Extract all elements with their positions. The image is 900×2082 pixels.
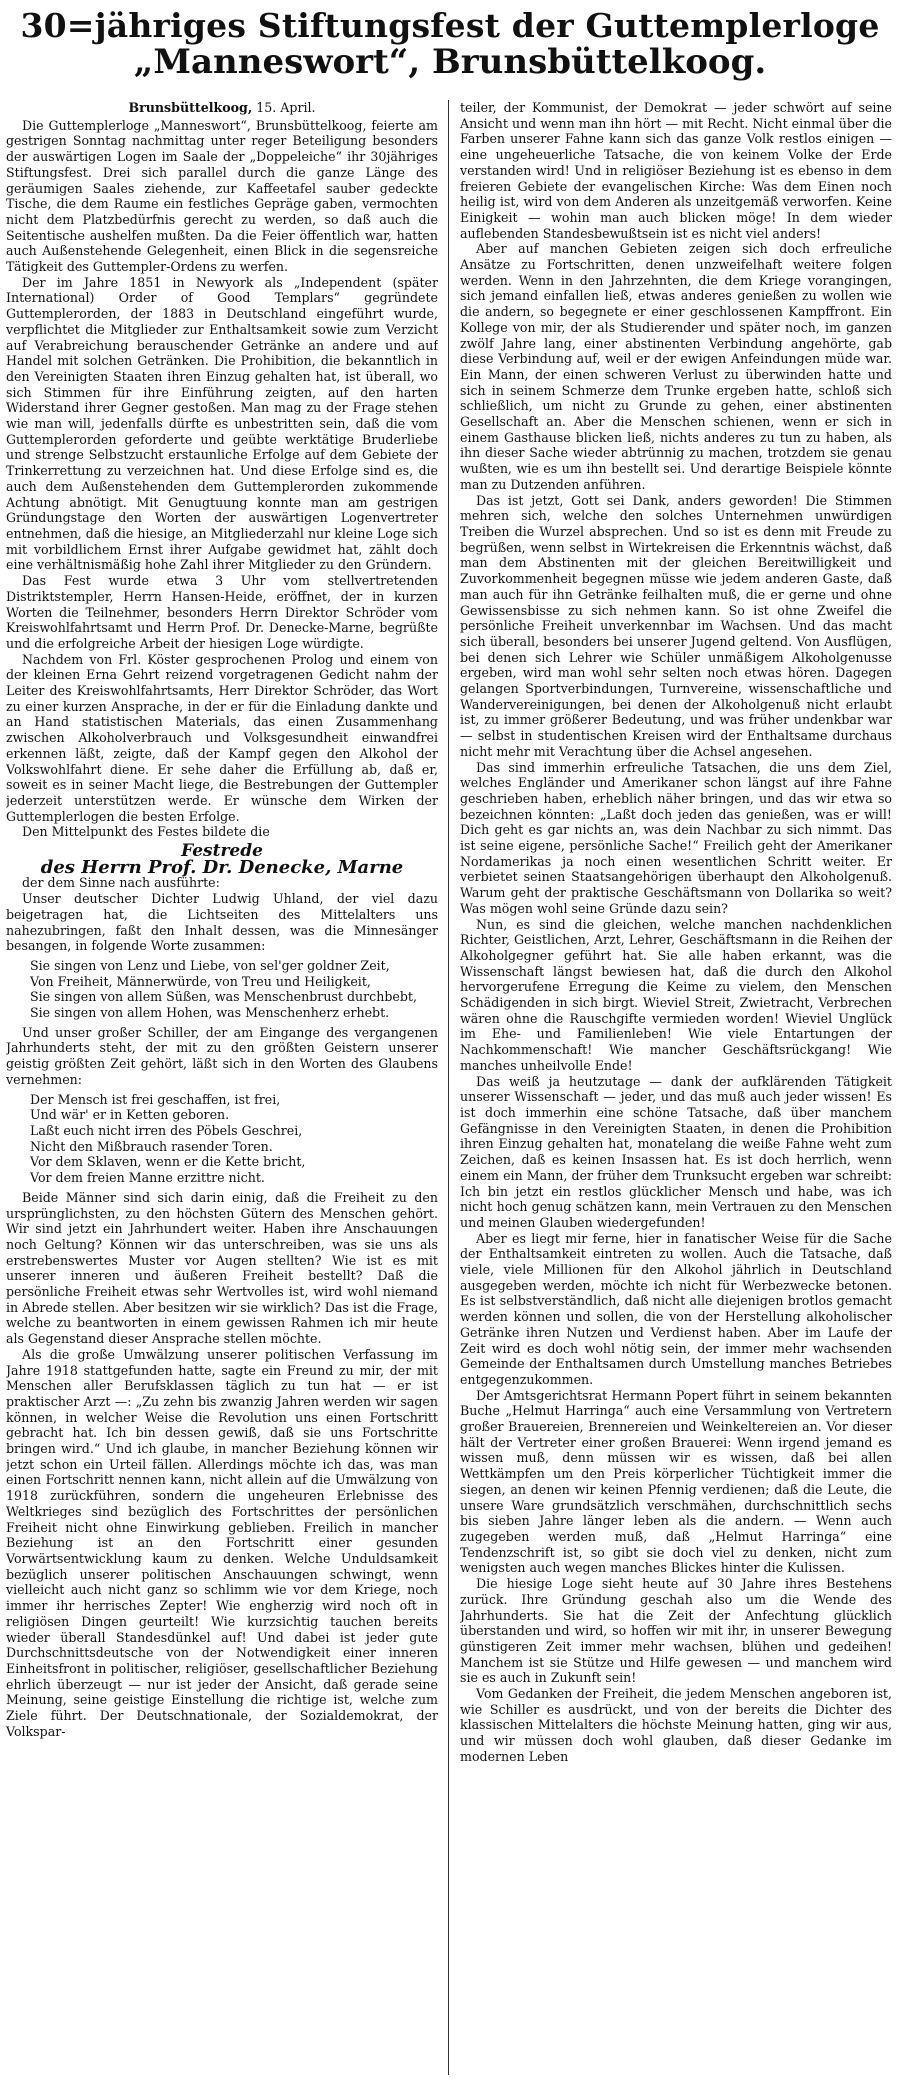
dateline-date: 15. April.: [256, 100, 316, 115]
festrede-title: Festrede: [181, 841, 263, 862]
paragraph: der dem Sinne nach ausführte:: [22, 875, 220, 891]
verse-line: Vor dem Sklaven, wenn er die Kette bricht,: [30, 1154, 306, 1170]
verse-line: Nicht den Mißbrauch rasender Toren.: [30, 1138, 273, 1154]
headline-line-1: 30=jähriges Stiftungsfest der Guttemplerloge: [20, 6, 880, 45]
paragraph: Beide Männer sind sich darin einig, daß die Freiheit zu den ursprünglichsten, zu den höchsten Gütern des Menschen gehört. Wir sind jetzt ein Jahrhundert weiter. Haben ihre Anschauungen noch Geltung? Können wir das unterschreiben, was sie uns als erstrebenswertes Muster vor Augen stellten? Wie ist es mit unserer inneren und äußeren Freiheit bestellt? Daß die persönliche Freiheit etwas sehr Wertvolles ist, wird wohl niemand in Abrede stellen. Aber besitzen wir sie wirklich? Das ist die Frage, welche zu beantworten in einem gewissen Rahmen ich mir heute als Gegenstand dieser Ansprache stellen möchte.: [6, 1189, 438, 1347]
verse-line: Sie singen von allem Süßen, was Menschenbrust durchbebt,: [30, 989, 417, 1005]
uhland-verse: [30, 958, 438, 1021]
verse-line: Sie singen von allem Hohen, was Menschenherz erhebt.: [30, 1005, 390, 1021]
headline: [0, 8, 900, 80]
paragraph: Und unser großer Schiller, der am Eingange des vergangenen Jahrhunderts steht, der mit zu den größten Geistern unserer geistig größten Zeit gehört, läßt sich in den Worten des Glaubens vernehmen:: [6, 1024, 438, 1087]
verse-line: Vor dem freien Manne erzittre nicht.: [30, 1170, 265, 1186]
verse-line: Und wär' er in Ketten geboren.: [30, 1107, 230, 1123]
paragraph: Die hiesige Loge sieht heute auf 30 Jahre ihres Bestehens zurück. Ihre Gründung geschah also um die Wende des Jahrhunderts. Sie hat die Zeit der Anfechtung glücklich überstanden und wird, so hoffen wir mit ihr, in unserer Bewegung günstigeren Zeit immer mehr wachsen, blühen und gedeihen! Manchem ist sie Stütze und Hilfe gewesen — und manchem wird sie es auch in Zukunft sein!: [460, 1576, 892, 1686]
paragraph: Das ist jetzt, Gott sei Dank, anders geworden! Die Stimmen mehren sich, welche den solches Unternehmen unwürdigen Treiben die Wurzel absprechen. Und so ist es denn mit Freude zu begrüßen, wenn selbst in Wirtekreisen die Erkenntnis wächst, daß man dem Abstinenten mit der gleichen Bereitwilligkeit und Zuvorkommenheit begegnen müsse wie jedem anderen Gaste, daß man auch für ihn Getränke feilhalten muß, die er gerne und ohne Gewissensbisse zu sich nehmen kann. So ist ohne Zweifel die persönliche Freiheit unverkennbar im Wachsen. Und das macht sich überall, besonders bei unserer Jugend geltend. Von Ausflügen, bei denen sich Lehrer wie Schüler unmäßigem Alkoholgenusse ergeben, wird man wohl sehr selten noch etwas hören. Dagegen gelangen Sportverbindungen, Turnvereine, wissenschaftliche und Wandervereinigungen, bei denen der Alkoholgenuß nicht erlaubt ist, zu immer größerer Bedeutung, und was früher undenkbar war — selbst in studentischen Kreisen wird der Enthaltsame durchaus nicht mehr mit Verachtung über die Achsel angesehen.: [460, 492, 892, 759]
paragraph: Der im Jahre 1851 in Newyork als „Independent (später International) Order of Good Templars“ gegründete Guttemplerorden, der 1883 in Deutschland eingeführt wurde, verpflichtet die Mitglieder zur Enthaltsamkeit sowie zum Verzicht auf Verabreichung berauschender Getränke an andere und auf Handel mit solchen Getränken. Die Prohibition, die bekanntlich in den Vereinigten Staaten ihren Einzug gehalten hat, ist überall, wo sich Stimmen für ihre Einführung zeigten, auf den harten Widerstand ihrer Gegner gestoßen. Man mag zu der Frage stehen wie man will, jedenfalls dürfte es unbestritten sein, daß die vom Guttemplerorden geforderte und geübte werktätige Bruderliebe und strenge Selbstzucht erstaunliche Erfolge auf dem Gebiete der Trinkerrettung zu verzeichnen hat. Und diese Erfolge sind es, die auch dem Außenstehenden dem Guttemplerorden zukommende Achtung abnötigt. Mit Genugtuung konnte man am gestrigen Gründungstage den Worten der auswärtigen Logenvertreter entnehmen, daß die hiesige, an Mitgliederzahl nur kleine Loge sich mit vorbildlichem Ernst ihrer Aufgabe gewidmet hat, zählt doch eine verhältnismäßig hohe Zahl ihrer Mitglieder zu den Gründern.: [6, 274, 438, 573]
dateline-place: Brunsbüttelkoog,: [128, 100, 253, 115]
verse-line: Der Mensch ist frei geschaffen, ist frei,: [30, 1091, 281, 1107]
left-column: [6, 100, 438, 2082]
verse-line: Sie singen von Lenz und Liebe, von sel'ger goldner Zeit,: [30, 957, 390, 973]
paragraph: Die Guttemplerloge „Manneswort“, Brunsbüttelkoog, feierte am gestrigen Sonntag nachmittag unter reger Beteiligung besonders der auswärtigen Logen im Saale der „Doppeleiche“ ihr 30jähriges Stiftungsfest. Drei sich parallel durch die ganze Länge des geräumigen Saales ziehende, zur Kaffeetafel sauber gedeckte Tische, die dem Raume ein festliches Gepräge gaben, vermochten nicht dem Platzbedürfnis gerecht zu werden, so daß auch die Seitentische aushelfen mußten. Da die Feier öffentlich war, hatten auch Außenstehende Gelegenheit, einen Blick in die segensreiche Tätigkeit des Guttempler-Ordens zu werfen.: [6, 117, 438, 275]
paragraph: Nachdem von Frl. Köster gesprochenen Prolog und einem von der kleinen Erna Gehrt reizend vorgetragenen Gedicht nahm der Leiter des Kreiswohlfahrtsamts, Herr Direktor Schröder, das Wort zu einer kurzen Ansprache, in der er für die Einladung dankte und an Hand statistischen Materials, das einen Zusammenhang zwischen Alkoholverbrauch und Volksgesundheit einwandfrei erkennen läßt, zeigte, daß der Kampf gegen den Alkohol der Volkswohlfahrt diene. Er sehe daher die Erfüllung ab, daß er, soweit es in seiner Macht liege, die Bestrebungen der Guttempler jederzeit unterstützen werde. Er wünsche dem Wirken der Guttemplerlogen die besten Erfolge.: [6, 651, 438, 824]
paragraph: Nun, es sind die gleichen, welche manchen nachdenklichen Richter, Geistlichen, Arzt, Lehrer, Geschäftsmann in die Reihen der Alkoholgegner geführt hat. Sie alle haben erkannt, was die Wissenschaft längst bewiesen hat, daß die durch den Alkohol hervorgerufene Erregung die Keime zu vielem, den Menschen Schädigenden in sich birgt. Wieviel Streit, Zwietracht, Verbrechen wären ohne die Rauschgifte vermieden worden! Wieviel Unglück im Ehe- und Familienleben! Wie viele Entartungen der Nachkommenschaft! Wie mancher Geschäftsrückgang! Wie manches unheilvolle Ende!: [460, 916, 892, 1073]
paragraph: Den Mittelpunkt des Festes bildete die: [22, 824, 270, 840]
paragraph: Das weiß ja heutzutage — dank der aufklärenden Tätigkeit unserer Wissenschaft — jeder, und das muß auch jeder wissen! Es ist doch immerhin eine schöne Tatsache, daß über manchem Gefängnisse in den Vereinigten Staaten, in denen die Prohibition ihren Einzug gehalten hat, monatelang die weiße Fahne weht zum Zeichen, daß es keinen Insassen hat. Es ist doch herrlich, wenn einem ein Mann, der früher dem Trunksucht ergeben war schreibt: Ich bin jetzt ein restlos glücklicher Mensch und habe, was ich nicht hoch genug schätzen kann, mein Vertrauen zu den Menschen und meinen Glauben wiedergefunden!: [460, 1073, 892, 1230]
article-columns: [0, 100, 900, 2082]
paragraph: teiler, der Kommunist, der Demokrat — jeder schwört auf seine Ansicht und wenn man ihn hört — mit Recht. Nicht einmal über die Farben unserer Fahne kann sich das ganze Volk restlos einigen — eine ungeheuerliche Tatsache, die von keinem Volke der Erde verstanden wird! Und in religiöser Beziehung ist es ebenso in dem freieren Gebiete der evangelischen Kirche: Was dem Einen noch heilig ist, wird von dem Anderen als unzeitgemäß verworfen. Keine Einigkeit — wohin man auch blicken möge! In dem wieder auflebenden Standesbewußtsein ist es nicht viel anders!: [460, 100, 892, 241]
paragraph: Aber es liegt mir ferne, hier in fanatischer Weise für die Sache der Enthaltsamkeit eintreten zu wollen. Auch die Tatsache, daß viele, viele Millionen für den Alkohol jährlich in Deutschland ausgegeben werden, möchte ich nicht für Werbezwecke betonen. Es ist selbstverständlich, daß nicht alle diejenigen brotlos gemacht werden können und sollen, die von der Herstellung alkoholischer Getränke ihren Nutzen und Verdienst haben. Aber im Laufe der Zeit wird es doch wohl nötig sein, der immer mehr wachsenden Gemeinde der Enthaltsamen durch Umstellung manches Betriebes entgegenzukommen.: [460, 1230, 892, 1387]
headline-line-2: „Manneswort“, Brunsbüttelkoog.: [133, 41, 767, 82]
paragraph: Vom Gedanken der Freiheit, die jedem Menschen angeboren ist, wie Schiller es ausdrückt, und von der bereits die Dichter des klassischen Mittelalters die höchste Meinung hatten, ging wir aus, und wir müssen doch wohl glauben, daß dieser Gedanke im modernen Leben: [460, 1686, 892, 1764]
verse-line: Von Freiheit, Männerwürde, von Treu und Heiligkeit,: [30, 973, 371, 989]
paragraph: Der Amtsgerichtsrat Hermann Popert führt in seinem bekannten Buche „Helmut Harringa“ auch eine Versammlung von Vertretern großer Brauereien, Brennereien und Weinkeltereien an. Vor dieser hält der Vertreter einer großen Brauerei: Wenn irgend jemand es wissen muß, denn müssen wir es wissen, daß bei allen Wettkämpfen um den Preis körperlicher Tüchtigkeit immer die siegen, an denen wir keinen Pfennig verdienen; daß die Leute, die unsere Ware grundsätzlich verschmähen, durchschnittlich sechs bis sieben Jahre länger leben als die andern. — Wenn auch zugegeben werden muß, daß „Helmut Harringa“ eine Tendenzschrift ist, so gibt sie doch viel zu denken, nicht zum wenigsten auch wegen manches Blickes hinter die Kulissen.: [460, 1387, 892, 1576]
paragraph: Das Fest wurde etwa 3 Uhr vom stellvertretenden Distriktstempler, Herrn Hansen-Heide, eröffnet, der in kurzen Worten die Teilnehmer, besonders Herrn Direktor Schröder vom Kreiswohlfahrtsamt und Herrn Prof. Dr. Denecke-Marne, begrüßte und die erfolgreiche Arbeit der hiesigen Loge würdigte.: [6, 573, 438, 651]
festrede-speaker: des Herrn Prof. Dr. Denecke, Marne: [40, 856, 404, 878]
paragraph: Das sind immerhin erfreuliche Tatsachen, die uns dem Ziel, welches Engländer und Amerikaner schon längst auf ihre Fahne geschrieben haben, erheblich näher bringen, und das wir etwa so bezeichnen könnten: „Laßt doch jeden das genießen, was er will! Dich geht es gar nichts an, was dein Nachbar zu sich nimmt. Das ist seine eigene, persönliche Sache!“ Freilich geht der Amerikaner Nordamerikas ja noch einen wesentlichen Schritt weiter. Er verbietet seinen Staatsangehörigen überhaupt den Alkoholgenuß. Warum geht der praktische Geschäftsmann von Dollarika so weit? Was mögen wohl seine Gründe dazu sein?: [460, 759, 892, 916]
paragraph: Als die große Umwälzung unserer politischen Verfassung im Jahre 1918 stattgefunden hatte, sagte ein Freund zu mir, der mit Menschen aller Berufsklassen täglich zu tun hat — er ist praktischer Arzt —: „Zu zehn bis zwanzig Jahren werden wir sagen können, in welcher Weise die Revolution uns einen Fortschritt gebracht hat. Ich bin dessen gewiß, daß sie uns Fortschritte bringen wird.“ Und ich glaube, in mancher Beziehung können wir jetzt schon ein Urteil fällen. Allerdings möchte ich das, was man einen Fortschritt nennen kann, nicht allein auf die Umwälzung von 1918 zurückführen, sondern die ungeheuren Erlebnisse des Weltkrieges sind bezüglich des Fortschrittes der persönlichen Freiheit nicht ohne Einwirkung geblieben. Freilich in mancher Beziehung ist an den Fortschritt einer gesunden Vorwärtsentwicklung kaum zu denken. Welche Unduldsamkeit bezüglich unserer politischen Anschauungen schwingt, wenn vielleicht auch nicht ganz so schlimm wie vor dem Kriege, noch immer ihr herrisches Zepter! Wie engherzig wird noch oft in religiösen Dingen geurteilt! Wie kurzsichtig tauchen bereits wieder überall Standesdünkel auf! Und dabei ist jeder gute Durchschnittsdeutsche von der Notwendigkeit einer inneren Einheitsfront in politischer, religiöser, gesellschaftlicher Beziehung ehrlich überzeugt — nur ist jeder der Ansicht, daß gerade seine Meinung, seine geistige Einstellung die richtige ist, welche zum Ziele führt. Der Deutschnationale, der Sozialdemokrat, der Volkspar-: [6, 1346, 438, 1739]
paragraph: Unser deutscher Dichter Ludwig Uhland, der viel dazu beigetragen hat, die Lichtseiten des Mittelalters uns nahezubringen, faßt den Inhalt dessen, was die Minnesänger besangen, in folgende Worte zusammen:: [6, 891, 438, 954]
verse-line: Laßt euch nicht irren des Pöbels Geschrei,: [30, 1123, 303, 1138]
paragraph: Aber auf manchen Gebieten zeigen sich doch erfreuliche Ansätze zu Fortschritten, denen unzweifelhaft weitere folgen werden. Wenn in den Jahrzehnten, die dem Kriege vorangingen, sich jemand einfallen ließ, etwas anderes genießen zu wollen wie die andern, so begegnete er einer geschlossenen Kampffront. Ein Kollege von mir, der als Studierender und später noch, im ganzen zwölf Jahre lang, einer abstinenten Verbindung angehörte, gab diese Verbindung auf, weil er der ewigen Anfeindungen müde war. Ein Mann, der einen schweren Verlust zu überwinden hatte und sich in seinem Schmerze dem Trunke ergeben hatte, schloß sich schließlich, um nicht zu Grunde zu gehen, einer abstinenten Gesellschaft an. Aber die Menschen schienen, wenn er sich in einem Gasthause blicken ließ, nichts anderes zu tun zu haben, als ihn dieser Sache wieder abtrünnig zu machen, trotzdem sie genau wußten, wie es um ihn bestellt sei. Und derartige Beispiele könnte man zu Dutzenden anführen.: [460, 241, 892, 492]
festrede-heading: [6, 841, 438, 878]
dateline: [6, 100, 438, 116]
right-column: [460, 100, 892, 2082]
schiller-verse: [30, 1092, 438, 1186]
